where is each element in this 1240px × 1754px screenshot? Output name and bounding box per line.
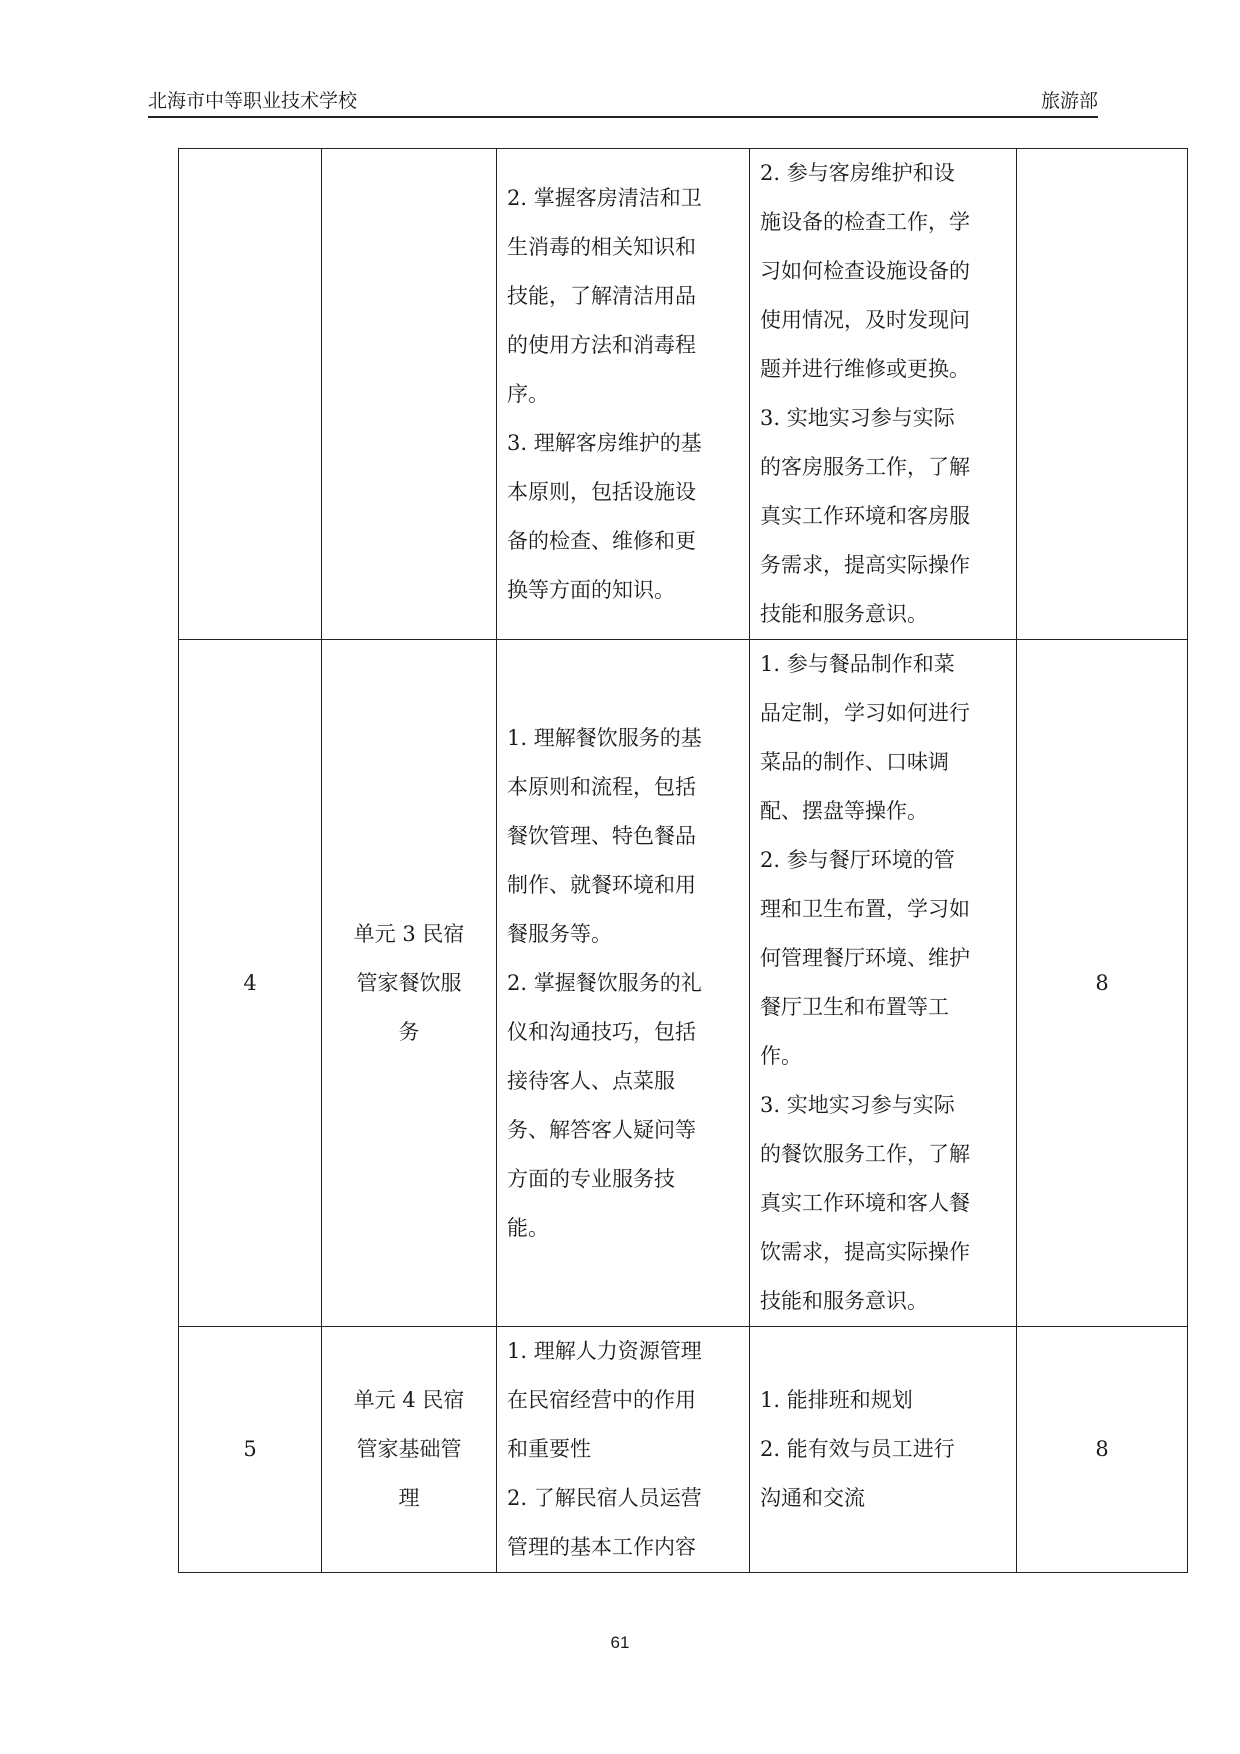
knowledge-line: 序。 [507,381,549,406]
department-name: 旅游部 [1040,90,1098,112]
knowledge-line: 本原则和流程，包括 [507,774,696,799]
knowledge-line: 务、解答客人疑问等 [507,1117,696,1142]
skills-line: 的餐饮服务工作，了解 [760,1142,970,1166]
row-number-cell [179,149,322,640]
knowledge-cell [497,640,750,1327]
knowledge-line: 的使用方法和消毒程 [507,332,696,357]
skills-cell [750,149,1017,640]
knowledge-line: 换等方面的知识。 [507,577,675,602]
unit-line: 管家餐饮服 [356,970,462,995]
knowledge-line: 1. 理解餐饮服务的基 [507,725,702,750]
skills-line: 1. 能排班和规划 [760,1388,913,1412]
skills-line: 2. 参与客房维护和设 [760,161,955,185]
skills-line: 真实工作环境和客房服 [760,504,970,528]
knowledge-line: 在民宿经营中的作用 [507,1388,696,1412]
skills-line: 施设备的检查工作，学 [760,210,970,234]
skills-line: 作。 [760,1044,802,1068]
knowledge-line: 备的检查、维修和更 [507,528,696,553]
unit-cell [322,640,497,1327]
school-name: 北海市中等职业技术学校 [148,90,358,112]
knowledge-line: 餐服务等。 [507,921,612,946]
knowledge-line: 制作、就餐环境和用 [507,872,696,897]
skills-line: 3. 实地实习参与实际 [760,406,955,430]
knowledge-line: 2. 掌握餐饮服务的礼 [507,970,702,995]
unit-cell [322,1327,497,1573]
hours-cell: 8 [1017,640,1188,1327]
skills-line: 技能和服务意识。 [760,602,928,626]
skills-line: 真实工作环境和客人餐 [760,1191,970,1215]
skills-line: 配、摆盘等操作。 [760,799,928,823]
table-row [179,149,1188,640]
knowledge-line: 仪和沟通技巧，包括 [507,1019,696,1044]
knowledge-line: 本原则，包括设施设 [507,479,696,504]
knowledge-line: 接待客人、点菜服 [507,1068,675,1093]
knowledge-line: 生消毒的相关知识和 [507,234,696,259]
unit-line: 单元 4 民宿 [353,1388,465,1412]
skills-line: 饮需求，提高实际操作 [760,1240,970,1264]
table-row [179,640,1188,1327]
hours-cell: 8 [1017,1327,1188,1573]
knowledge-cell [497,149,750,640]
table-row [179,1327,1188,1573]
unit-line: 单元 3 民宿 [353,921,465,946]
skills-cell [750,640,1017,1327]
knowledge-line: 1. 理解人力资源管理 [507,1339,702,1363]
knowledge-line: 能。 [507,1215,549,1240]
skills-line: 3. 实地实习参与实际 [760,1093,955,1117]
unit-line: 管家基础管 [356,1437,462,1461]
skills-line: 餐厅卫生和布置等工 [760,995,949,1019]
skills-line: 的客房服务工作，了解 [760,455,970,479]
hours-cell [1017,149,1188,640]
page-number: 61 [610,1633,630,1652]
skills-line: 2. 参与餐厅环境的管 [760,848,955,872]
skills-line: 1. 参与餐品制作和菜 [760,652,955,676]
skills-line: 使用情况，及时发现问 [760,308,970,332]
knowledge-line: 方面的专业服务技 [507,1166,675,1191]
skills-line: 理和卫生布置，学习如 [760,897,970,921]
skills-line: 何管理餐厅环境、维护 [760,946,970,970]
skills-cell [750,1327,1017,1573]
skills-line: 题并进行维修或更换。 [760,357,970,381]
knowledge-line: 餐饮管理、特色餐品 [507,823,696,848]
skills-line: 习如何检查设施设备的 [760,259,970,283]
row-number-cell: 4 [179,640,322,1327]
knowledge-line: 技能，了解清洁用品 [507,283,696,308]
knowledge-line: 2. 掌握客房清洁和卫 [507,185,702,210]
unit-line: 务 [398,1019,420,1044]
unit-line: 理 [398,1486,420,1510]
skills-line: 沟通和交流 [760,1486,865,1510]
skills-line: 务需求，提高实际操作 [760,553,970,577]
knowledge-line: 管理的基本工作内容 [507,1535,696,1559]
unit-cell [322,149,497,640]
row-number-cell: 5 [179,1327,322,1573]
knowledge-line: 3. 理解客房维护的基 [507,430,702,455]
knowledge-line: 2. 了解民宿人员运营 [507,1486,702,1510]
course-table [178,148,1188,1573]
skills-line: 2. 能有效与员工进行 [760,1437,955,1461]
page-header [148,86,1098,118]
knowledge-cell [497,1327,750,1573]
skills-line: 技能和服务意识。 [760,1289,928,1313]
course-table-body [179,149,1188,1573]
knowledge-line: 和重要性 [507,1437,591,1461]
skills-line: 品定制，学习如何进行 [760,701,970,725]
skills-line: 菜品的制作、口味调 [760,750,949,774]
